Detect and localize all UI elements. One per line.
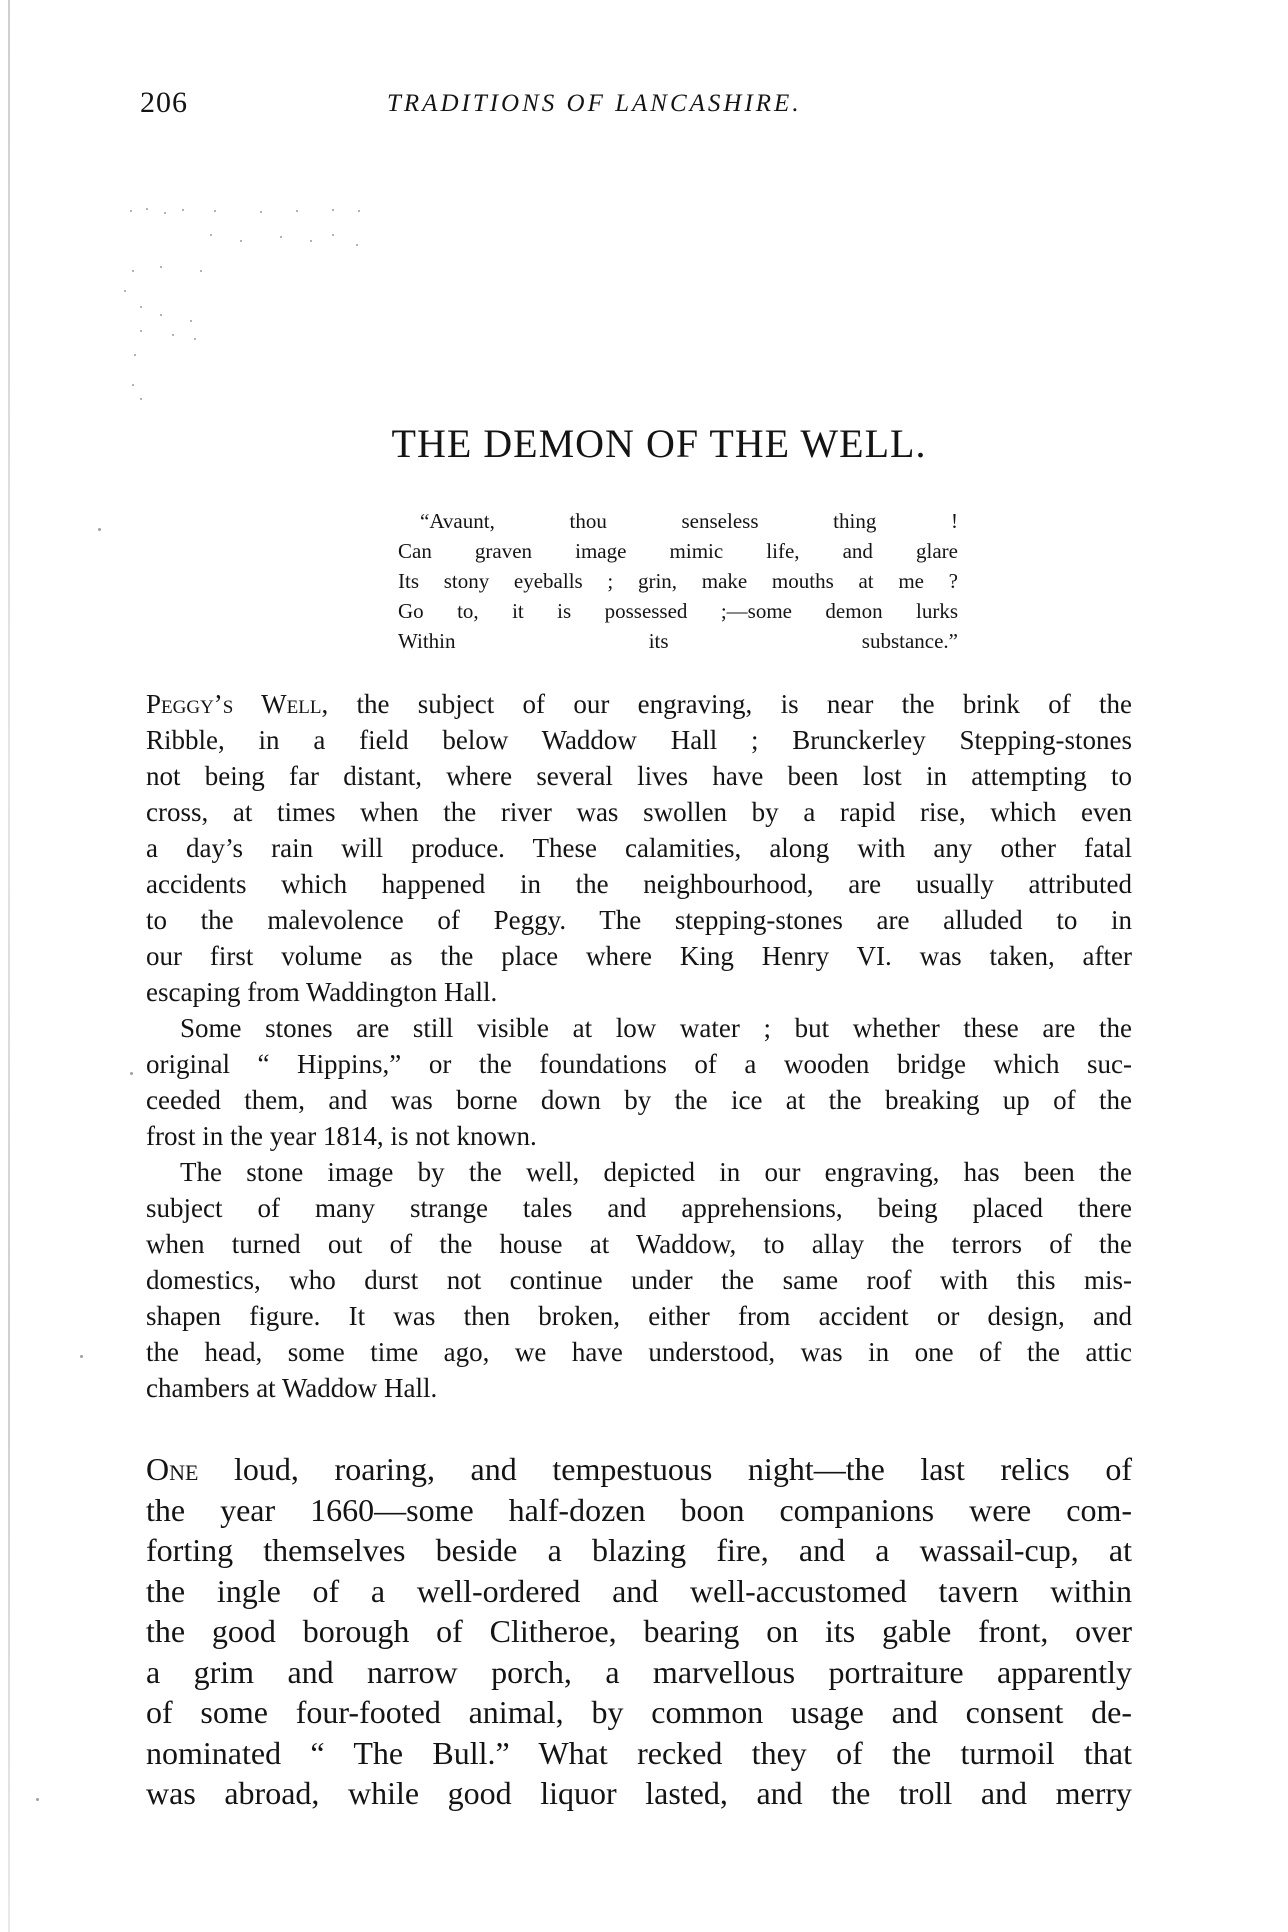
binding-edge [8, 0, 10, 1932]
lead-smallcaps: One [146, 1451, 199, 1487]
lead-smallcaps: Peggy’s Well, [146, 689, 329, 719]
text-line: was abroad, while good liquor lasted, and the troll and merry [146, 1775, 1132, 1811]
intro-paragraphs [146, 686, 1132, 1406]
print-specks [120, 210, 480, 450]
running-head [140, 86, 1140, 126]
text-line: nominated “ The Bull.” What recked they of the turmoil that [146, 1734, 1132, 1771]
text-line-rest: loud, roaring, and tempestuous night—the last relics of [198, 1451, 1132, 1487]
text-line: The stone image by the well, depicted in our engraving, has been the [180, 1157, 1132, 1187]
text-line: not being far distant, where several lives have been lost in attempting to [146, 761, 1132, 791]
chapter-title: THE DEMON OF THE WELL. [391, 421, 927, 466]
text-line: a grim and narrow porch, a marvellous portraiture apparently [146, 1653, 1132, 1690]
text-line [146, 1449, 1132, 1490]
text-line [146, 686, 1132, 722]
text-line: of some four-footed animal, by common usage and consent de- [146, 1694, 1132, 1730]
text-line: when turned out of the house at Waddow, to allay the terrors of the [146, 1229, 1132, 1259]
text-line: the head, some time ago, we have understood, was in one of the attic [146, 1337, 1132, 1367]
text-line: Some stones are still visible at low water ; but whether these are the [180, 1013, 1132, 1043]
text-line: shapen figure. It was then broken, either from accident or design, and [146, 1301, 1132, 1331]
stray-mark [130, 1072, 133, 1075]
text-line: to the malevolence of Peggy. The stepping-stones are alluded to in [146, 905, 1132, 935]
text-line: a day’s rain will produce. These calamities, along with any other fatal [146, 833, 1132, 863]
narrative-paragraph [146, 1449, 1132, 1814]
epigraph-line: “Avaunt, thou senseless thing ! [420, 509, 958, 533]
text-line: accidents which happened in the neighbourhood, are usually attributed [146, 869, 1132, 899]
text-line: forting themselves beside a blazing fire, and a wassail-cup, at [146, 1532, 1132, 1568]
text-line: frost in the year 1814, is not known. [146, 1121, 537, 1151]
stray-mark [98, 528, 101, 531]
text-line: escaping from Waddington Hall. [146, 977, 498, 1007]
running-title: TRADITIONS OF LANCASHIRE. [387, 90, 802, 117]
epigraph-line: Within its substance.” [398, 629, 958, 653]
text-line: our first volume as the place where King Henry VI. was taken, after [146, 941, 1132, 971]
text-line-rest: the subject of our engraving, is near the brink of the [328, 689, 1132, 719]
text-line: domestics, who durst not continue under the same roof with this mis- [146, 1265, 1132, 1295]
text-line: chambers at Waddow Hall. [146, 1373, 438, 1403]
text-line: subject of many strange tales and apprehensions, being placed there [146, 1193, 1132, 1223]
text-line: ceeded them, and was borne down by the ice at the breaking up of the [146, 1085, 1132, 1115]
epigraph-line: Its stony eyeballs ; grin, make mouths at me ? [398, 569, 958, 593]
text-line: the ingle of a well-ordered and well-accustomed tavern within [146, 1572, 1132, 1609]
text-line: Ribble, in a field below Waddow Hall ; Brunckerley Stepping-stones [146, 725, 1132, 755]
text-line: the year 1660—some half-dozen boon companions were com- [146, 1491, 1132, 1528]
epigraph-line: Can graven image mimic life, and glare [398, 539, 958, 563]
text-line: original “ Hippins,” or the foundations of a wooden bridge which suc- [146, 1049, 1132, 1079]
epigraph-line: Go to, it is possessed ;—some demon lurks [398, 599, 958, 623]
stray-mark [80, 1355, 83, 1358]
stray-mark [36, 1798, 39, 1801]
text-line: cross, at times when the river was swollen by a rapid rise, which even [146, 797, 1132, 827]
epigraph [398, 506, 958, 656]
text-line: the good borough of Clitheroe, bearing on its gable front, over [146, 1613, 1132, 1649]
page-number: 206 [140, 86, 188, 119]
